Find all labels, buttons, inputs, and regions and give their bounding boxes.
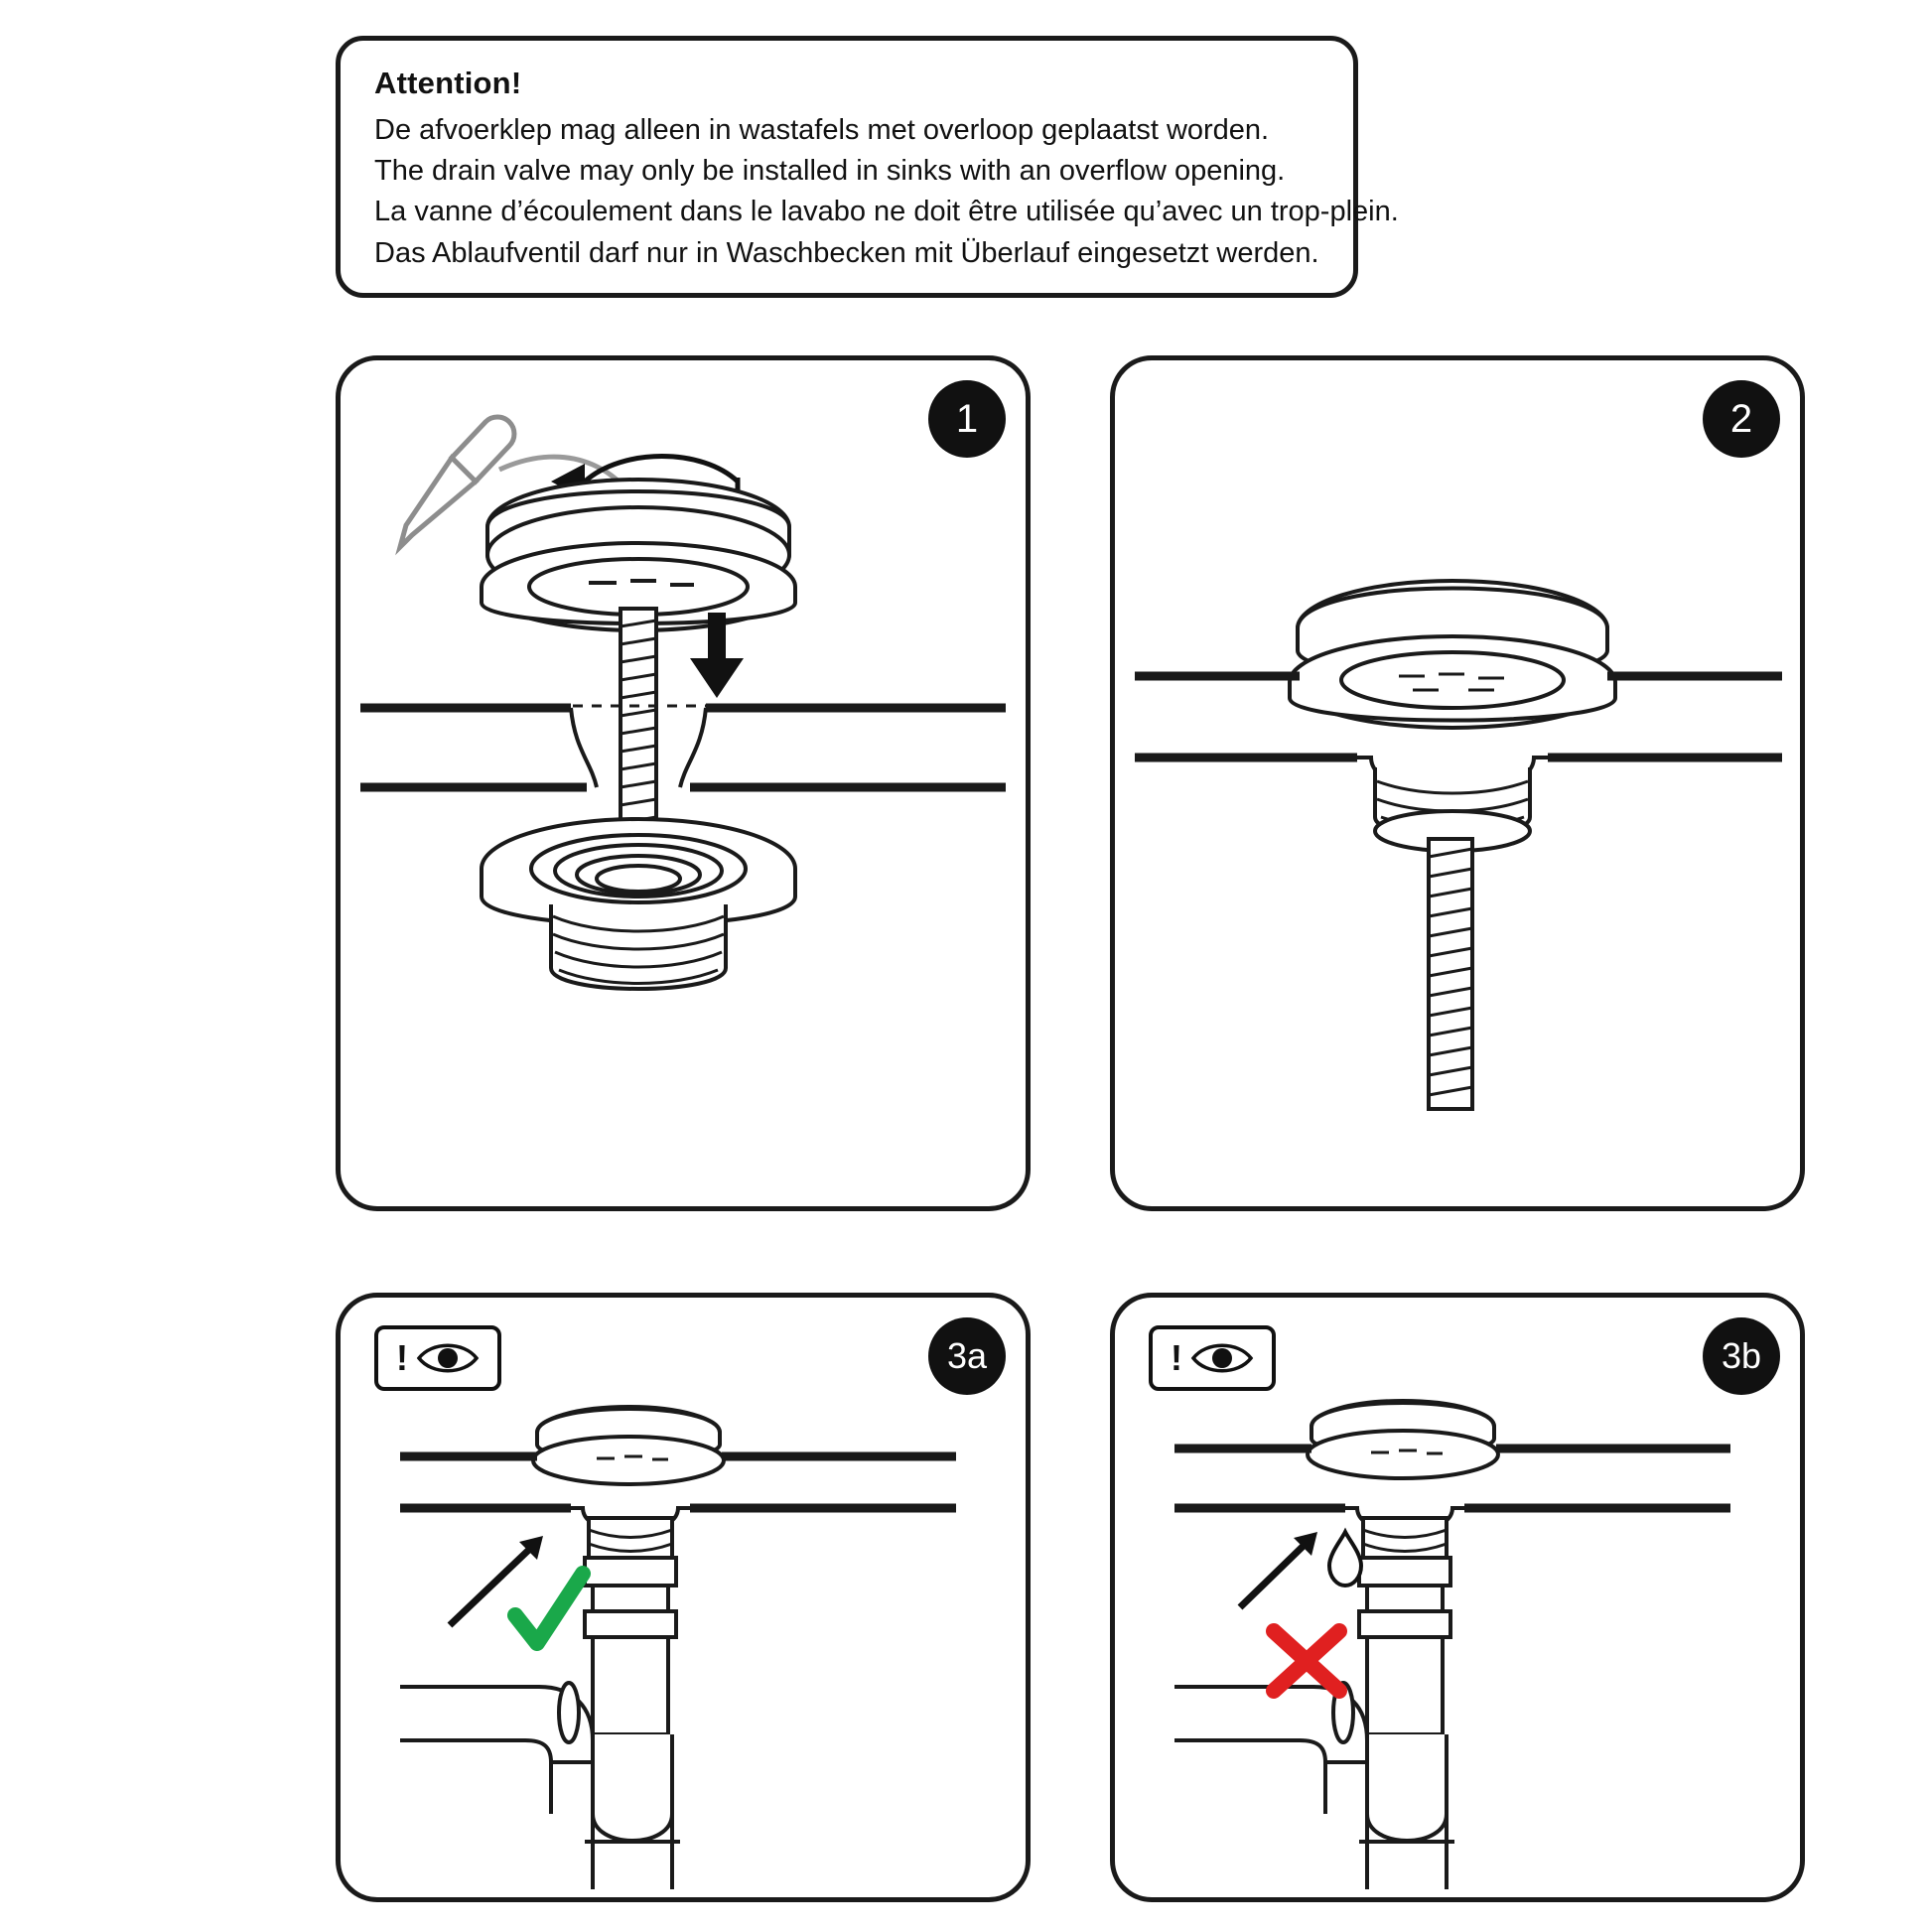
valve-flange — [1290, 636, 1615, 728]
check-mark-icon — [515, 1574, 583, 1643]
cross-mark-icon — [1274, 1631, 1339, 1691]
step-panel-3a — [336, 1293, 1031, 1902]
valve-cap — [533, 1407, 724, 1484]
drain-body — [482, 819, 795, 989]
exclamation-mark: ! — [1171, 1337, 1182, 1378]
attention-line-nl: De afvoerklep mag alleen in wastafels met overloop geplaatst worden. — [374, 114, 1270, 147]
attention-line-en: The drain valve may only be installed in sinks with an overflow opening. — [374, 155, 1286, 188]
attention-title: Attention! — [374, 66, 522, 100]
step-number-badge: 2 — [1703, 380, 1780, 458]
attention-line-fr: La vanne d’écoulement dans le lavabo ne doit être utilisée qu’avec un trop-plein. — [374, 196, 1399, 228]
up-arrow — [1240, 1532, 1317, 1607]
step-number-badge: 3b — [1703, 1317, 1780, 1395]
step-3b-illustration — [1115, 1298, 1800, 1897]
drain-pipe — [1345, 1508, 1464, 1734]
drain-pipe — [571, 1508, 690, 1734]
drain-body-below — [1357, 758, 1548, 851]
valve-cap — [1308, 1401, 1498, 1478]
threaded-rod — [1429, 839, 1472, 1109]
step-panel-1 — [336, 355, 1031, 1211]
step-3a-illustration — [341, 1298, 1026, 1897]
step-1-illustration — [341, 360, 1026, 1206]
up-arrow — [450, 1536, 543, 1625]
exclamation-mark: ! — [396, 1337, 408, 1378]
water-drop-icon — [1329, 1532, 1361, 1586]
step-number-badge: 3a — [928, 1317, 1006, 1395]
step-2-illustration — [1115, 360, 1800, 1206]
step-number-badge: 1 — [928, 380, 1006, 458]
step-panel-2 — [1110, 355, 1805, 1211]
attention-line-de: Das Ablaufventil darf nur in Waschbecken mit Überlauf eingesetzt werden. — [374, 236, 1319, 269]
step-panel-3b — [1110, 1293, 1805, 1902]
attention-box — [336, 36, 1399, 298]
